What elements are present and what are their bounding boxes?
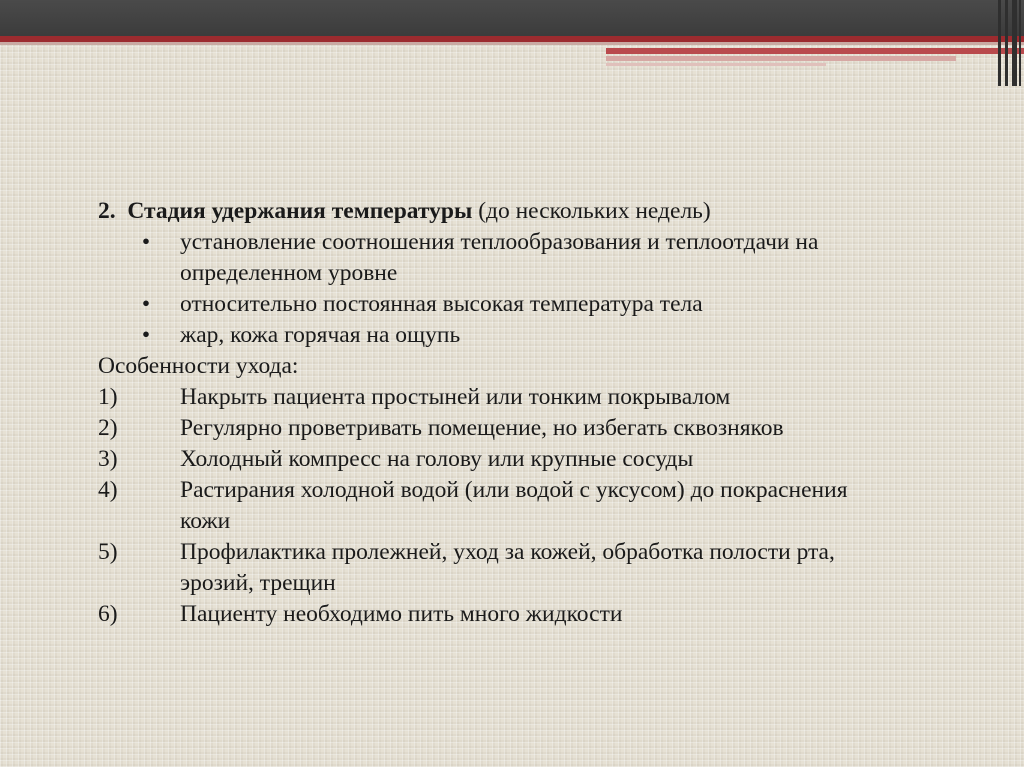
care-item-number: 1): [98, 384, 118, 410]
stage-heading: [98, 196, 978, 227]
slide-content: [98, 196, 978, 630]
bullet-text: относительно постоянная высокая температура тела: [180, 291, 703, 317]
accent-stripe-1: [606, 48, 1024, 54]
bullet-mark: •: [141, 291, 151, 317]
bullet-mark: •: [141, 322, 151, 348]
bullet-item: [98, 289, 978, 320]
care-title: Особенности ухода:: [98, 353, 299, 379]
stage-duration: (до нескольких недель): [472, 198, 711, 224]
top-red-thin-stripe: [0, 42, 1024, 45]
care-item-text: Пациенту необходимо пить много жидкости: [180, 601, 623, 627]
care-item-number: 3): [98, 446, 118, 472]
accent-stripe-2: [606, 56, 956, 61]
care-item: [98, 537, 978, 599]
care-item: [98, 475, 978, 537]
care-item: [98, 444, 978, 475]
care-item: [98, 599, 978, 630]
accent-stripe-3: [606, 63, 826, 66]
care-item-number: 5): [98, 539, 118, 565]
corner-line-1: [998, 0, 1001, 86]
bullet-text: жар, кожа горячая на ощупь: [180, 322, 461, 348]
care-item-text: Растирания холодной водой (или водой с уксусом) до покраснения кожи: [180, 477, 848, 534]
bullet-text: установление соотношения теплообразования и теплоотдачи на определенном уровне: [180, 229, 819, 286]
care-item: [98, 413, 978, 444]
stage-title: Стадия удержания температуры: [127, 198, 473, 224]
care-item-number: 2): [98, 415, 118, 441]
stage-number: 2.: [98, 198, 116, 224]
corner-line-2: [1005, 0, 1008, 86]
care-item-text: Регулярно проветривать помещение, но избегать сквозняков: [180, 415, 784, 441]
care-item-text: Холодный компресс на голову или крупные сосуды: [180, 446, 694, 472]
bullet-mark: •: [141, 229, 151, 255]
care-item-text: Накрыть пациента простыней или тонким покрывалом: [180, 384, 731, 410]
top-bar: [0, 0, 1024, 36]
care-item-number: 6): [98, 601, 118, 627]
corner-line-3: [1012, 0, 1017, 86]
care-item-number: 4): [98, 477, 118, 503]
bullet-item: [98, 227, 978, 289]
bullet-item: [98, 320, 978, 351]
corner-line-4: [1019, 0, 1021, 86]
care-item: [98, 382, 978, 413]
care-item-text: Профилактика пролежней, уход за кожей, обработка полости рта, эрозий, трещин: [180, 539, 835, 596]
